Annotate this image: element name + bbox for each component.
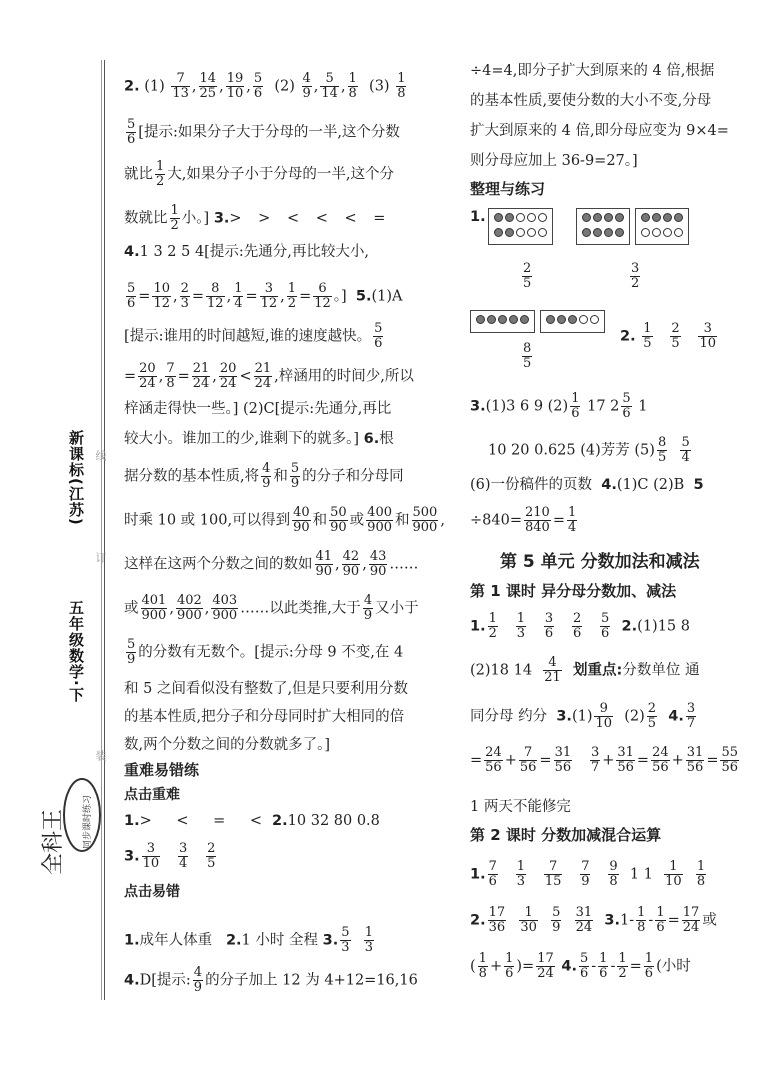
text-span: 或 [349,512,365,529]
q4-number: 4. [124,244,140,260]
text-span: ] [341,288,347,305]
dot-box [576,208,630,245]
subsection-heading: 点击重难 [124,787,180,803]
q1-number: 1. [470,618,486,635]
text-span: (1)3 6 9 (2) [485,398,569,415]
text-span: 或 [124,600,139,617]
text-span: 又小于 [375,600,419,617]
text-span: 的分子加上 12 为 4+12=16,16 [205,972,418,989]
dot-box [488,208,553,245]
q2-part3: (3) [369,78,390,95]
text-span: ……以此类推,大于 [240,600,361,617]
text-span: > < = < [139,813,273,829]
text-span: (1)C (2)B [616,477,685,493]
section-heading: 整理与练习 [470,180,546,198]
text-span: 数就比 [124,210,168,227]
text-span: 10 20 0.625 (4)芳芳 (5) [488,442,655,459]
q3-number: 3. [124,848,140,865]
text-span: (2) [624,708,645,725]
q3-number: 3. [470,398,486,415]
q4-number: 4. [601,477,617,493]
text-span: 分数单位 通 [622,662,700,679]
text-span: 和 [395,512,410,529]
q1-number: 1. [470,866,486,883]
text-span: (1)15 8 [637,618,690,635]
brand-logo [41,775,104,885]
text-span: 小。] [181,210,210,227]
text-span: 的分子和分母同 [302,468,404,485]
section-heading: 重难易错练 [124,761,200,779]
dot-box [470,310,535,333]
text-span: ÷840= [470,512,522,529]
workbook-page: 新课标(江苏) 五年级数学·下 线 订 装 全科王 同步课时练习 2. (1) $\frac{7}{13}$ , $\frac{14}{25}$ , $\frac{19}{10}$ , $\frac{5}{6}$ (2) $\frac{4}{9}$ , $\frac{5}{14}$ , $\frac{1}{8}$ (3) $\frac{1}{8}$ $\frac{5}{6}$ [提示:如果分子大于分母的一半,这个分数 就比 $\frac{1}{2}$ 大,如果分子小于分母的一半,这个分 数就比 $\frac{1}{2}$ 小。] 3.> > < < < = 4.1 3 2 5 4[提示:先通分,再比较大小, $\frac{5}{6}$ = $\frac{10}{12}$ , $\frac{2}{3}$ = $\frac{8}{12}$ , $\frac{1}{4}$ = $\frac{3}{12}$ , $\frac{1}{2}$ = $\frac{6}{12}$ 。] 5.(1)A [提示:谁用的时间越短,谁的速度越快。 $\frac{5}{6}$ = $\frac{20}{24}$ , $\frac{7}{8}$ = $\frac{21}{24}$ , $\frac{20}{24}$ < $\frac{21}{24}$ ,梓涵用的时间少,所以 梓涵走得快一些。] (2)C[提示:先通分,再比 较大小。谁加工的少,谁剩下的就多。] 6.根 据分数的基本性质,将 $\frac{4}{9}$ 和 $\frac{5}{9}$ 的分子和分母同 时乘 10 或 100,可以得到 $\frac{40}{90}$ 和 $\frac{50}{90}$ 或 $\frac{400}{900}$ 和 $\frac{500}{900}$ , 这样在这两个分数之间的数如 $\frac{41}{90}$ , $\frac{42}{90}$ , $\frac{43}{90}$ …… 或 $\frac{401}{900}$ , $\frac{402}{900}$ , $\frac{403}{900}$ ……以此类推,大于 $\frac{4}{9}$ 又小于 $\frac{5}{9}$ 的分数有无数个。[提示:分母 9 不变,在 4 和 5 之间看似没有整数了,但是只要利用分数 的基本性质,把分子和分母同时扩大相同的倍 数,两个分数之间的分数就多了。] 重难易错练 点击重难 1.> < = <2.10 32 80 0.8 3. $\frac{3}{10}$ $\frac{3}{4}$ $\frac{2}{5}$ 点击易错 1.成年人体重 2.1 小时 全程 3. $\frac{5}{3}$ $\frac{1}{3}$ 4.D[提示: $\frac{4}{9}$ 的分子加上 12 为 4+12=16,16 ÷4=4,即分子扩大到原来的 4 倍,根据 的基本性质,要使分数的大小不变,分母 扩大到原来的 4 倍,即分母应变为 9×4= 则分母应加上 36-9=27。] 整理与练习 1. $\frac{2}{5}$ $\frac{3}{2}$ $\frac{8}{5}$ 2. $\frac{1}{5}$ $\frac{2}{5}$ $\frac{3}{10}$ 3.(1)3 6 9 (2) $\frac{1}{6}$ 17 2 $\frac{5}{6}$ 1 10 20 0.625 (4)芳芳 (5) $\frac{8}{5}$ $\frac{5}{4}$ (6)一份稿件的页数 4.(1)C (2)B 5 ÷840= $\frac{210}{840}$ = $\frac{1}{4}$ 第 5 单元 分数加法和减法 第 1 课时 异分母分数加、减法 1. $\frac{1}{2}$ $\frac{1}{3}$ $\frac{3}{6}$ $\frac{2}{6}$ $\frac{5}{6}$ 2.(1)15 8 (2)18 14 $\frac{4}{21}$ 划重点:分数单位 通 同分母 约分 3.(1) $\frac{9}{10}$ (2) $\frac{2}{5}$ 4. $\frac{3}{7}$ = $\frac{24}{56}$ + $\frac{7}{56}$ = $\frac{31}{56}$ $\frac{3}{7}$ + $\frac{31}{56}$ = $\frac{24}{56}$ + $\frac{31}{56}$ = $\frac{55}{56}$ 1 两天不能修完 第 2 课时 分数加减混合运算 1. $\frac{7}{6}$ $\frac{1}{3}$ $\frac{7}{15}$ $\frac{7}{9}$ $\frac{9}{8}$ 1 1 $\frac{1}{10}$ $\frac{1}{8}$ 2. $\frac{17}{36}$ $\frac{1}{30}$ $\frac{5}{9}$ $\frac{31}{24}$ 3.1- $\frac{1}{8}$ - $\frac{1}{6}$ = $\frac{17}{24}$ 或 ( $\frac{1}{8}$ + $\frac{1}{6}$ )= $\frac{17}{24}$ 4. $\frac{5}{6}$ - $\frac{1}{6}$ - $\frac{1}{2}$ = $\frac{1}{6}$ (小时 [0,0,750,1066]
text-span: 10 32 80 0.8 [287,813,380,829]
text-span: 和 [273,468,288,485]
q5-number: 5. [355,288,372,305]
text-span: = [552,512,565,529]
text-span: 成年人体重 [139,932,213,949]
cut-mark: 线 [94,450,107,461]
q1-number: 1. [470,209,486,225]
q3-number: 3. [604,912,621,929]
text-span: 据分数的基本性质,将 [124,468,260,485]
text-line: 梓涵走得快一些。] (2)C[提示:先通分,再比 [124,401,392,417]
text-span: 就比 [124,166,153,183]
text-span: 17 2 [587,398,620,415]
spine-series-label: 新课标(江苏) [67,430,85,526]
text-span: 1 小时 全程 [241,932,318,949]
text-span: 根 [379,431,394,447]
text-span: 或 [702,912,717,929]
text-span: 1 [638,398,648,415]
text-span: 这样在这两个分数之间的数如 [124,556,313,573]
text-span: 1- [620,912,635,929]
text-line: [提示:谁用的时间越短,谁的速度越快。 [124,328,372,345]
q3-number: 3. [322,932,339,949]
text-span: D[提示: [139,972,191,989]
q2-number: 2. [225,932,242,949]
lesson-heading: 第 2 课时 分数加减混合运算 [470,826,662,844]
text-line: 的基本性质,要使分数的大小不变,分母 [470,93,712,109]
text-line: ÷4=4,即分子扩大到原来的 4 倍,根据 [470,63,715,79]
q3-number: 3. [213,210,230,227]
text-line: 则分母应加上 36-9=27。] [470,153,638,169]
q2-number: 2. [621,618,638,635]
text-line: 1 两天不能修完 [470,799,571,815]
text-span: …… [389,556,419,573]
q2-part2: (2) [274,78,295,95]
spine-grade-label: 五年级数学·下 [67,600,85,703]
book-spine [0,0,108,1066]
lesson-heading: 第 1 课时 异分母分数加、减法 [470,582,677,600]
text-span: 1 3 2 5 4[提示:先通分,再比较大小, [139,244,369,260]
text-span: (1)A [371,288,403,305]
text-line: 的基本性质,把分子和分母同时扩大相同的倍 [124,709,405,725]
text-span: 同分母 约分 [470,708,548,725]
q2-part1: (1) [144,78,165,95]
q6-number: 6. [363,431,380,447]
q2-number: 2. [470,912,486,929]
q3-answers: > > < < < = [229,210,392,227]
cut-mark: 装 [94,750,107,761]
svg-text:同步课时练习: 同步课时练习 [83,794,93,849]
dot-array-figure [488,208,689,245]
q2-number: 2. [124,78,140,95]
text-span: (1) [571,708,593,725]
spine-divider [104,60,105,1000]
dot-box [540,310,605,333]
text-span: (6)一份稿件的页数 [470,477,593,493]
text-span: 的分数有无数个。[提示:分母 9 不变,在 4 [138,644,404,661]
text-line: 数,两个分数之间的分数就多了。] [124,737,331,753]
text-span: 较大小。谁加工的少,谁剩下的就多。] [124,431,360,447]
text-line: 和 5 之间看似没有整数了,但是只要利用分数 [124,681,409,697]
text-span: 1 1 [629,866,653,883]
q4-number: 4. [668,708,684,725]
text-span: (小时 [656,958,691,975]
cut-mark: 订 [94,552,107,563]
q4-number: 4. [561,958,577,975]
text-span: 和 [312,512,328,529]
q1-number: 1. [124,813,140,829]
q3-number: 3. [556,708,572,725]
text-span: 时乘 10 或 100,可以得到 [124,512,291,529]
highlight-label: 划重点: [573,662,623,679]
text-line: 扩大到原来的 4 倍,即分母应变为 9×4= [470,123,729,139]
q4-number: 4. [124,972,140,989]
q5-number: 5 [693,477,704,493]
q1-number: 1. [124,932,140,949]
q2-number: 2. [272,813,288,829]
fraction: $\frac{7}{13}$ [172,71,189,101]
dot-array-figure [470,310,605,333]
q2-number: 2. [620,328,636,345]
text-span: (2)18 14 [470,662,533,679]
subsection-heading: 点击易错 [124,884,180,900]
unit-title: 第 5 单元 分数加法和减法 [500,552,700,572]
text-span: ,梓涵用的时间少,所以 [274,368,414,385]
text-line: [提示:如果分子大于分母的一半,这个分数 [138,124,400,141]
svg-text:全科王: 全科王 [41,808,66,875]
dot-box [635,208,689,245]
text-span: 大,如果分子小于分母的一半,这个分 [167,166,394,183]
